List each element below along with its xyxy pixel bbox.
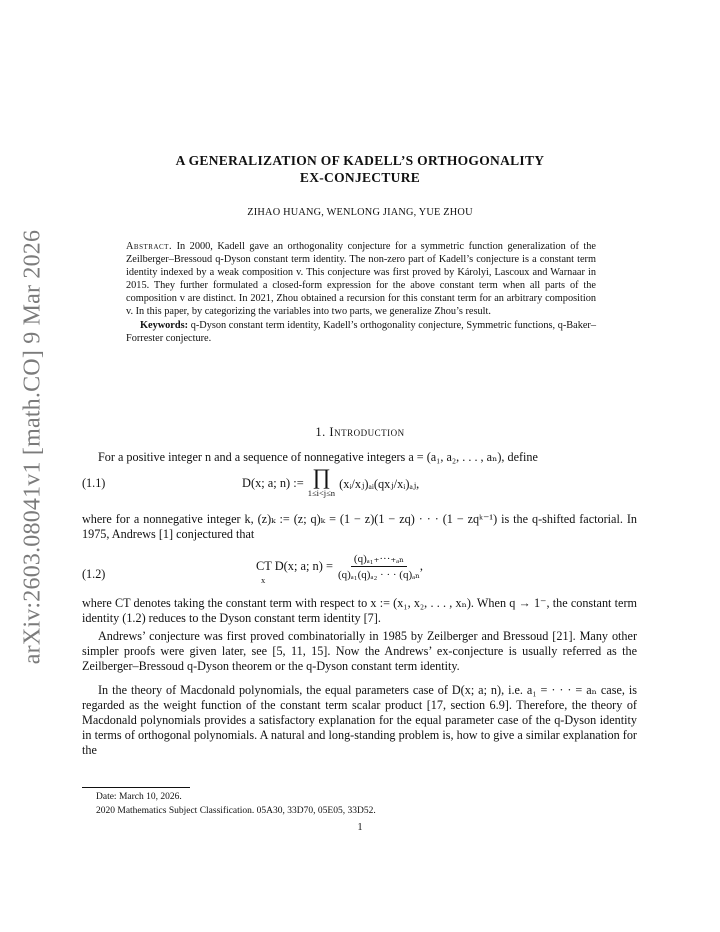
equation-1 bbox=[242, 466, 419, 498]
equation-1-index: 1≤i<j≤n bbox=[307, 488, 336, 498]
equation-1-label: (1.1) bbox=[82, 476, 106, 490]
equation-2-lhs bbox=[256, 559, 333, 585]
equation-2-lhs-text: CT D(x; a; n) = bbox=[256, 559, 333, 573]
paper-title-line-2: EX-CONJECTURE bbox=[299, 170, 421, 185]
footnote-date: Date: March 10, 2026. bbox=[96, 792, 182, 802]
keywords-line bbox=[126, 319, 596, 345]
equation-2 bbox=[256, 552, 423, 585]
paper-authors: ZIHAO HUANG, WENLONG JIANG, YUE ZHOU bbox=[247, 207, 473, 218]
fraction-denominator: (q)ₐ₁(q)ₐ₂ · · · (q)ₐₙ bbox=[337, 569, 420, 581]
arxiv-sidebar bbox=[2, 229, 64, 665]
equation-1-lhs: D(x; a; n) := bbox=[242, 476, 304, 490]
equation-2-comma: , bbox=[419, 559, 423, 573]
abstract-label: Abstract. bbox=[126, 241, 173, 252]
keywords-text: q-Dyson constant term identity, Kadell’s orthogonality conjecture, Symmetric functions, q-Baker–Forrester conjecture. bbox=[126, 319, 597, 344]
intro-paragraph-1: For a positive integer n and a sequence of nonnegative integers a = (a₁, a₂, . . . , aₙ), define bbox=[98, 450, 538, 464]
ct-subscript: x bbox=[261, 575, 266, 585]
footnote-msc: 2020 Mathematics Subject Classification. 05A30, 33D70, 05E05, 33D52. bbox=[96, 806, 376, 816]
paper-title-line-1: A GENERALIZATION OF KADELL’S ORTHOGONALITY bbox=[175, 153, 545, 168]
abstract-block bbox=[126, 240, 596, 345]
intro-paragraph-4: Andrews’ conjecture was first proved combinatorially in 1985 by Zeilberger and Bressoud [21]. Many other simpler proofs were given later, see [5, 11, 15]. Now the Andrews’ ex-conjecture is usually referred as the Zeilberger–Bressoud q-Dyson theorem or the q-Dyson constant term identity. bbox=[82, 629, 637, 674]
fraction-numerator: (q)ₐ₁₊···₊ₐₙ bbox=[351, 552, 407, 567]
page-number: 1 bbox=[357, 822, 363, 833]
intro-paragraph-2: where for a nonnegative integer k, (z)ₖ := (z; q)ₖ = (1 − z)(1 − zq) · · · (1 − zqᵏ⁻¹) is the q-shifted factorial. In 1975, Andrews [1] conjectured that bbox=[82, 512, 637, 542]
product-symbol-icon: ∏ bbox=[312, 464, 331, 489]
intro-paragraph-5: In the theory of Macdonald polynomials, the equal parameters case of D(x; a; n), i.e. a₁ = · · · = aₙ case, is regarded as the weight function of the constant term scalar product [17, section 6.9]. Therefore, the theory of Macdonald polynomials provides a satisfactory explanation for the equal parameter case of the q-Dyson identity in terms of orthogonal polynomials. A natural and long-standing problem is, how to give a similar explanation for the bbox=[82, 683, 637, 758]
equation-2-label: (1.2) bbox=[82, 567, 106, 581]
keywords-label: Keywords: bbox=[140, 319, 189, 331]
arxiv-identifier: arXiv:2603.08041v1 [math.CO] 9 Mar 2026 bbox=[19, 229, 46, 665]
intro-paragraph-3: where CT denotes taking the constant term with respect to x := (x₁, x₂, . . . , xₙ). When q → 1⁻, the constant term identity (1.2) reduces to the Dyson constant term identity [7]. bbox=[82, 596, 637, 626]
product-operator bbox=[308, 466, 335, 498]
footnote-rule bbox=[82, 787, 190, 788]
equation-1-rhs: (xᵢ/xⱼ)ₐᵢ(qxⱼ/xᵢ)ₐⱼ, bbox=[339, 477, 420, 491]
equation-2-fraction bbox=[338, 552, 420, 581]
section-heading: 1. Introduction bbox=[315, 425, 405, 439]
abstract-text: In 2000, Kadell gave an orthogonality conjecture for a symmetric function generalization of the Zeilberger–Bressoud q-Dyson constant term identity. The non-zero part of Kadell’s conjecture is a constant term identity indexed by a weak composition v. This conjecture was first proved by Károlyi, Lascoux and Warnaar in 2015. They further formulated a closed-form expression for the above constant term when all parts of the composition v are distinct. In 2021, Zhou obtained a recursion for this constant term for an arbitrary composition v. In this paper, by categorizing the variables into two parts, we generalize Zhou’s result. bbox=[126, 241, 596, 318]
